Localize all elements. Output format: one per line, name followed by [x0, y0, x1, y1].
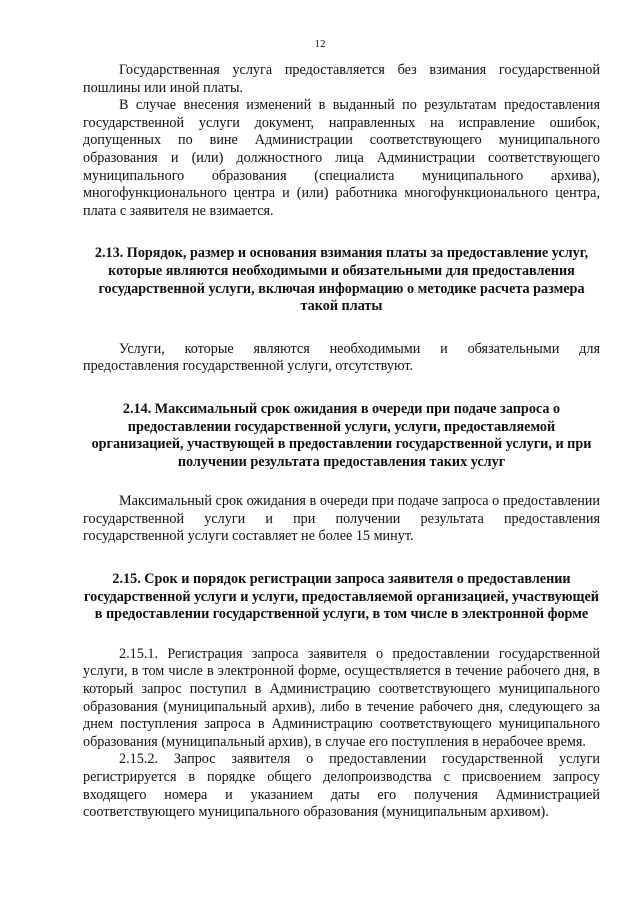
document-body: [83, 62, 600, 822]
paragraph-fee-free: Государственная услуга предоставляется без взимания государственной пошлины или иной платы.: [83, 62, 600, 96]
heading-2-15: 2.15. Срок и порядок регистрации запроса заявителя о предоставлении государственной услуги и услуги, предоставляемой организацией, участвующей в предоставлении государственной услуги, в том числе в электронной форме: [84, 571, 599, 623]
paragraph-no-required-services: Услуги, которые являются необходимыми и обязательными для предоставления государственной услуги, отсутствуют.: [83, 340, 600, 375]
paragraph-2-15-1: 2.15.1. Регистрация запроса заявителя о предоставлении государственной услуги, в том числе в электронной форме, осуществляется в течение рабочего дня, в который запрос поступил в Администрацию соответствующего муниципального образования (муниципальный архив), либо в течение рабочего дня, следующего за днем поступления запроса в Администрацию соответствующего муниципального образования (муниципальный архив), в случае его поступления в нерабочее время.: [83, 645, 600, 750]
paragraph-max-wait-time: Максимальный срок ожидания в очереди при подаче запроса о предоставлении государственной услуги и при получении результата предоставления государственной услуги составляет не более 15 минут.: [83, 493, 600, 545]
paragraph-corrections-no-fee: В случае внесения изменений в выданный по результатам предоставления государственной услуги документ, направленных на исправление ошибок, допущенных по вине Администрации соответствующего муниципального образования и (или) должностного лица Администрации соответствующего муниципального образования (специалиста муниципального архива), многофункционального центра и (или) работника многофункционального центра, плата с заявителя не взимается.: [83, 97, 600, 219]
paragraph-2-15-2: 2.15.2. Запрос заявителя о предоставлении государственной услуги регистрируется в порядке общего делопроизводства с присвоением запросу входящего номера и указанием даты его получения Администрацией соответствующего муниципального образования (муниципальным архивом).: [83, 751, 600, 821]
page-number: 12: [314, 38, 326, 50]
heading-2-13: 2.13. Порядок, размер и основания взимания платы за предоставление услуг, которые являются необходимыми и обязательными для предоставления государственной услуги, включая информацию о методике расчета размера такой платы: [94, 245, 589, 315]
heading-2-14: 2.14. Максимальный срок ожидания в очереди при подаче запроса о предоставлении государственной услуги, услуги, предоставляемой организацией, участвующей в предоставлении государственной услуги, и при получении результата предоставления таких услуг: [91, 400, 592, 470]
